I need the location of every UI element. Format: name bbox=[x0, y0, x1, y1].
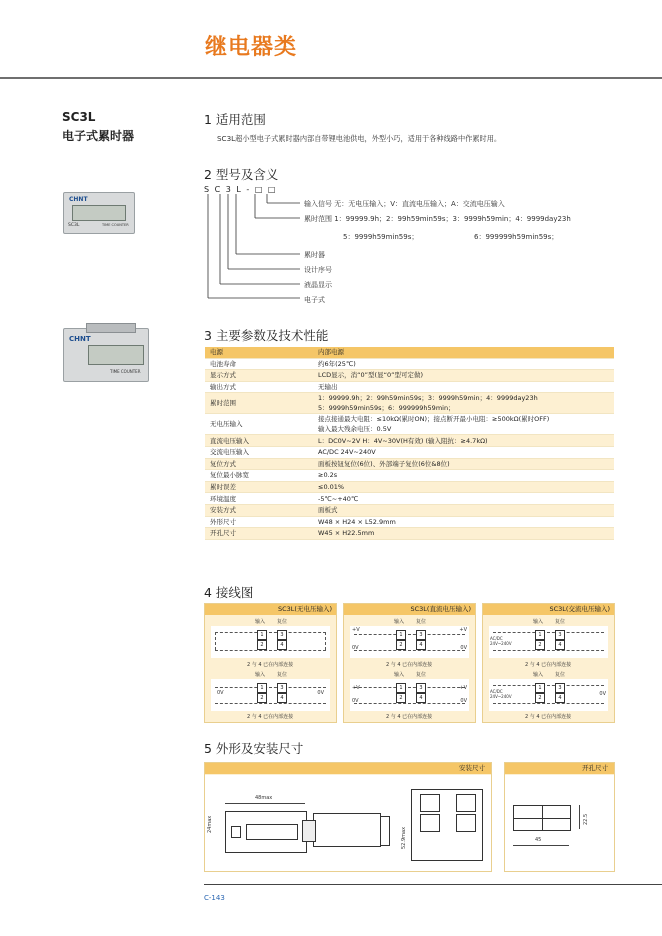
wiring-note: 2 与 4 已在内部连接 bbox=[386, 662, 433, 668]
input-label-2: 输入 bbox=[255, 672, 266, 678]
cutout-title: 开孔尺寸 bbox=[505, 763, 614, 774]
table-row bbox=[205, 446, 614, 458]
terminal-2: 2 bbox=[257, 640, 267, 650]
terminal-2: 2 bbox=[257, 693, 267, 703]
param-value: W45 × H22.5mm bbox=[313, 528, 614, 540]
param-value: W48 × H24 × L52.9mm bbox=[313, 516, 614, 528]
wire bbox=[493, 650, 604, 651]
cutout-view bbox=[505, 775, 614, 871]
reset-label-2: 复位 bbox=[555, 672, 566, 678]
code-time-range-5: 5：9999h59min59s； bbox=[343, 233, 419, 241]
param-key: 电池寿命 bbox=[205, 358, 313, 370]
table-row bbox=[205, 393, 614, 414]
param-key: 累时误差 bbox=[205, 481, 313, 493]
param-key: 安装方式 bbox=[205, 504, 313, 516]
device-spec-label-large: TIME COUNTER bbox=[110, 369, 141, 374]
reset-label: 复位 bbox=[555, 619, 566, 625]
source-label: +V bbox=[352, 685, 360, 691]
device-top-connector bbox=[86, 323, 136, 333]
cutout-dimension-box bbox=[504, 762, 615, 872]
params-table bbox=[205, 347, 614, 540]
side-edge bbox=[380, 816, 390, 846]
wiring-note: 2 与 4 已在内部连接 bbox=[247, 662, 294, 668]
code-design-no: 设计序号 bbox=[304, 266, 332, 274]
source-label-left: +V bbox=[352, 627, 360, 633]
reset-label-2: 复位 bbox=[277, 672, 288, 678]
terminal-1: 1 bbox=[396, 630, 406, 640]
section5-title: 5 外形及安装尺寸 bbox=[204, 741, 304, 756]
lcd-display bbox=[72, 205, 126, 221]
param-key: 交流电压输入 bbox=[205, 446, 313, 458]
front-view bbox=[225, 811, 307, 853]
rear-view bbox=[411, 789, 483, 861]
device-spec-label: TIME COUNTER bbox=[102, 223, 129, 227]
wiring-circuit-2 bbox=[489, 679, 608, 711]
input-label-2: 输入 bbox=[394, 672, 405, 678]
param-key: 复位方式 bbox=[205, 458, 313, 470]
side-view bbox=[313, 813, 381, 847]
top-divider bbox=[0, 77, 662, 79]
terminal-4: 4 bbox=[416, 640, 426, 650]
rear-terminal-a bbox=[420, 794, 440, 812]
wire bbox=[325, 632, 326, 650]
code-time-range: 累时范围 1：99999.9h；2：99h59min59s；3：9999h59min；4：9999day23h bbox=[304, 215, 571, 223]
section4-title: 4 接线图 bbox=[204, 585, 254, 600]
wire bbox=[354, 634, 465, 635]
zero-v-right: 0V bbox=[599, 691, 606, 697]
source-label-right2: +V bbox=[459, 685, 467, 691]
section2-title: 2 型号及含义 bbox=[204, 167, 279, 182]
table-row bbox=[205, 435, 614, 447]
terminal-4: 4 bbox=[416, 693, 426, 703]
section3-title: 3 主要参数及技术性能 bbox=[204, 328, 329, 343]
wiring-circuit bbox=[350, 626, 469, 658]
table-row bbox=[205, 358, 614, 370]
product-photo-small bbox=[63, 192, 135, 234]
param-value: 1：99999.9h；2：99h59min59s；3：9999h59min；4：9999day23h 5：9999h59min59s；6：999999h59min； bbox=[313, 393, 614, 414]
brand-logo: CHNT bbox=[69, 196, 88, 203]
input-label: 输入 bbox=[394, 619, 405, 625]
param-key: 开孔尺寸 bbox=[205, 528, 313, 540]
table-row bbox=[205, 381, 614, 393]
wire bbox=[215, 632, 216, 650]
dim-24: 24max bbox=[207, 815, 213, 833]
param-value: 约6年(25℃) bbox=[313, 358, 614, 370]
install-dimension-box bbox=[204, 762, 492, 872]
terminal-1: 1 bbox=[257, 630, 267, 640]
product-photo-large bbox=[63, 328, 149, 382]
table-row bbox=[205, 481, 614, 493]
terminal-1: 1 bbox=[396, 683, 406, 693]
wire bbox=[215, 703, 326, 704]
front-button bbox=[231, 826, 241, 838]
wiring-box-ac bbox=[482, 603, 615, 723]
table-row bbox=[205, 347, 614, 358]
zero-v-right: 0V bbox=[460, 698, 467, 704]
terminal-2: 2 bbox=[535, 693, 545, 703]
param-value: ≤0.01% bbox=[313, 481, 614, 493]
dim-48: 48max bbox=[255, 795, 273, 801]
wiring-note-2: 2 与 4 已在内部连接 bbox=[525, 714, 572, 720]
table-row bbox=[205, 370, 614, 382]
param-key: 无电压输入 bbox=[205, 414, 313, 435]
install-title: 安装尺寸 bbox=[205, 763, 491, 774]
wire bbox=[215, 650, 326, 651]
table-row bbox=[205, 414, 614, 435]
param-key: 直流电压输入 bbox=[205, 435, 313, 447]
reset-label: 复位 bbox=[277, 619, 288, 625]
terminal-3: 3 bbox=[277, 630, 287, 640]
terminal-1: 1 bbox=[535, 630, 545, 640]
param-value: -5℃~+40℃ bbox=[313, 493, 614, 505]
wiring-note: 2 与 4 已在内部连接 bbox=[525, 662, 572, 668]
wiring-box-no-voltage bbox=[204, 603, 337, 723]
wiring-circuit-2 bbox=[350, 679, 469, 711]
dim-225: 22.5 bbox=[583, 813, 589, 825]
table-row bbox=[205, 528, 614, 540]
code-input-signal: 输入信号 无：无电压输入；V：直流电压输入；A：交流电压输入 bbox=[304, 200, 505, 208]
wiring-circuit-2 bbox=[211, 679, 330, 711]
table-row bbox=[205, 493, 614, 505]
terminal-4: 4 bbox=[277, 640, 287, 650]
terminal-3: 3 bbox=[416, 683, 426, 693]
source-label: AC/DC 24V~240V bbox=[490, 689, 512, 699]
product-name: 电子式累时器 bbox=[62, 129, 135, 143]
terminal-3: 3 bbox=[416, 630, 426, 640]
param-value: 面板式 bbox=[313, 504, 614, 516]
terminal-4: 4 bbox=[555, 640, 565, 650]
reset-label: 复位 bbox=[416, 619, 427, 625]
brand-logo-large: CHNT bbox=[69, 335, 91, 343]
device-model-label: SC3L bbox=[68, 223, 80, 228]
terminal-2: 2 bbox=[396, 640, 406, 650]
source-label: 0V bbox=[217, 690, 224, 696]
dim-48-line bbox=[225, 803, 305, 804]
section1-text: SC3L超小型电子式累时器内部自带锂电池供电，外型小巧，适用于各种线路中作累时用。 bbox=[217, 134, 502, 143]
wire bbox=[215, 687, 326, 688]
wiring-circuit bbox=[489, 626, 608, 658]
code-accumulator: 累时器 bbox=[304, 251, 325, 259]
wire bbox=[493, 703, 604, 704]
param-value: 无输出 bbox=[313, 381, 614, 393]
wiring-box-title: SC3L(直流电压输入) bbox=[344, 604, 475, 615]
terminal-3: 3 bbox=[277, 683, 287, 693]
rear-terminal-c bbox=[420, 814, 440, 832]
param-value: 面板按钮复位(6位)、外部端子复位(6位&8位) bbox=[313, 458, 614, 470]
param-key: 输出方式 bbox=[205, 381, 313, 393]
terminal-1: 1 bbox=[257, 683, 267, 693]
wire bbox=[354, 650, 465, 651]
terminal-2: 2 bbox=[535, 640, 545, 650]
cutout-rect bbox=[513, 805, 571, 831]
product-model: SC3L bbox=[62, 110, 96, 124]
reset-label-2: 复位 bbox=[416, 672, 427, 678]
zero-v-right: 0V bbox=[460, 645, 467, 651]
param-value: 内部电源 bbox=[313, 347, 614, 358]
dim-front-view bbox=[205, 775, 491, 871]
wire bbox=[215, 632, 326, 633]
terminal-2: 2 bbox=[396, 693, 406, 703]
terminal-4: 4 bbox=[277, 693, 287, 703]
wiring-note-2: 2 与 4 已在内部连接 bbox=[247, 714, 294, 720]
zero-v-left: 0V bbox=[352, 698, 359, 704]
lcd-display-large bbox=[88, 345, 144, 365]
section1-title: 1 适用范围 bbox=[204, 112, 266, 127]
front-lcd bbox=[246, 824, 298, 840]
wire bbox=[493, 632, 604, 633]
wiring-circuit bbox=[211, 626, 330, 658]
cutout-height-line bbox=[579, 805, 580, 829]
table-row bbox=[205, 458, 614, 470]
rear-terminal-b bbox=[456, 794, 476, 812]
table-row bbox=[205, 470, 614, 482]
page-number: C-143 bbox=[204, 894, 225, 902]
param-value: L：DC0V~2V H：4V~30V(H有效) (输入阻抗：≥4.7kΩ) bbox=[313, 435, 614, 447]
wire bbox=[493, 685, 604, 686]
wire bbox=[354, 687, 465, 688]
bottom-divider bbox=[204, 884, 662, 885]
wiring-note-2: 2 与 4 已在内部连接 bbox=[386, 714, 433, 720]
dim-529: 52.9max bbox=[401, 826, 407, 849]
terminal-3: 3 bbox=[555, 683, 565, 693]
input-label-2: 输入 bbox=[533, 672, 544, 678]
source-label-left: AC/DC 24V~240V bbox=[490, 636, 512, 646]
rear-terminal-d bbox=[456, 814, 476, 832]
cutout-width-line bbox=[513, 845, 569, 846]
dim-45: 45 bbox=[535, 837, 542, 843]
table-row bbox=[205, 504, 614, 516]
wiring-box-title: SC3L(交流电压输入) bbox=[483, 604, 614, 615]
code-electronic: 电子式 bbox=[304, 296, 325, 304]
cutout-divider-h bbox=[514, 818, 570, 819]
param-key: 外形尺寸 bbox=[205, 516, 313, 528]
param-key: 电源 bbox=[205, 347, 313, 358]
zero-v-label: 0V bbox=[317, 690, 324, 696]
wiring-box-title: SC3L(无电压输入) bbox=[205, 604, 336, 615]
code-time-range-6: 6：999999h59min59s； bbox=[474, 233, 559, 241]
terminal-4: 4 bbox=[555, 693, 565, 703]
side-connector bbox=[302, 820, 316, 842]
param-value: 接点接通最大电阻：≤10kΩ(累时ON)；接点断开最小电阻：≥500kΩ(累时OFF) 输入最大残余电压：0.5V bbox=[313, 414, 614, 435]
terminal-1: 1 bbox=[535, 683, 545, 693]
model-code: S C 3 L - □ □ bbox=[204, 185, 277, 194]
input-label: 输入 bbox=[255, 619, 266, 625]
zero-v-left: 0V bbox=[352, 645, 359, 651]
table-row bbox=[205, 516, 614, 528]
param-key: 显示方式 bbox=[205, 370, 313, 382]
param-value: ≥0.2s bbox=[313, 470, 614, 482]
param-key: 环境温度 bbox=[205, 493, 313, 505]
wire bbox=[354, 703, 465, 704]
param-value: LCD显示，消“0”型(显“0”型可定做) bbox=[313, 370, 614, 382]
param-key: 累时范围 bbox=[205, 393, 313, 414]
param-key: 复位最小脉宽 bbox=[205, 470, 313, 482]
param-value: AC/DC 24V~240V bbox=[313, 446, 614, 458]
category-title: 继电器类 bbox=[205, 35, 298, 60]
code-lcd: 液晶显示 bbox=[304, 281, 332, 289]
wiring-box-dc bbox=[343, 603, 476, 723]
source-label-right: +V bbox=[459, 627, 467, 633]
input-label: 输入 bbox=[533, 619, 544, 625]
model-code-tree bbox=[200, 192, 310, 304]
terminal-3: 3 bbox=[555, 630, 565, 640]
